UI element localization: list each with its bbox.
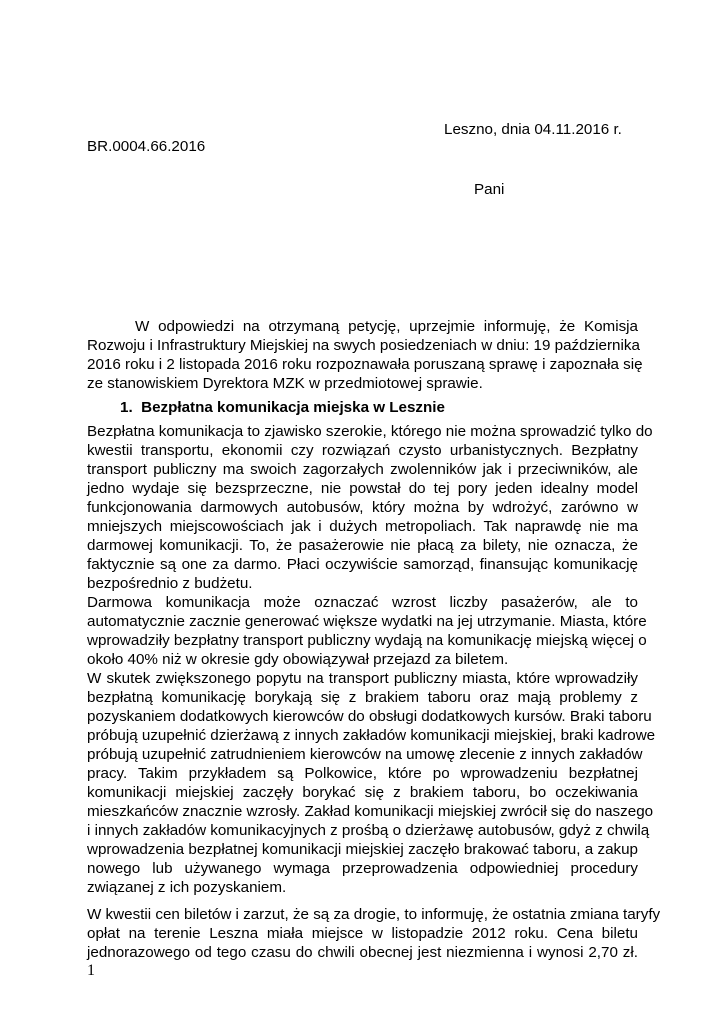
text-line: 2016 roku i 2 listopada 2016 roku rozpoznawała poruszaną sprawę i zapoznała się (87, 356, 643, 373)
text-line: nowego lub używanego wymaga przeprowadzenia odpowiedniej procedury (87, 860, 638, 877)
text-line: automatycznie zacznie generować większe wydatki na jej utrzymanie. Miasta, które (87, 613, 647, 630)
text-line: Rozwoju i Infrastruktury Miejskiej na swych posiedzeniach w dniu: 19 października (87, 337, 640, 354)
text-line: związanej z ich pozyskaniem. (87, 879, 287, 896)
text-line: wprowadzenia bezpłatnej komunikacji miejskiej zaczęło brakować taboru, a zakup (87, 841, 638, 858)
text-line: mieszkańców znacznie wzrosły. Zakład komunikacji miejskiej zwrócił się do naszego (87, 803, 654, 820)
text-line: próbują uzupełnić zatrudnieniem kierowców na umowę zlecenie z innych zakładów (87, 746, 643, 763)
text-line: ze stanowiskiem Dyrektora MZK w przedmiotowej sprawie. (87, 375, 483, 392)
text-line: kwestii transportu, ekonomii czy rozwiązań czysto urbanistycznych. Bezpłatny (87, 442, 638, 459)
recipient: Pani (474, 181, 505, 198)
text-line: i innych zakładów komunikacyjnych z prośbą o dzierżawę autobusów, gdyż z chwilą (87, 822, 650, 839)
text-line: opłat na terenie Leszna miała miejsce w listopadzie 2012 roku. Cena biletu (87, 925, 638, 942)
text-line: W odpowiedzi na otrzymaną petycję, uprzejmie informuję, że Komisja (135, 318, 638, 335)
text-line: Bezpłatna komunikacja to zjawisko szerokie, którego nie można sprowadzić tylko do (87, 423, 653, 440)
text-line: mniejszych miejscowościach jak i dużych metropoliach. Tak naprawdę nie ma (87, 518, 638, 535)
text-line: darmowej komunikacji. To, że pasażerowie nie płacą za bilety, nie oznacza, że (87, 537, 638, 554)
text-line: jedno wydaje się bezsprzeczne, nie powstał do tej pory jeden idealny model (87, 480, 638, 497)
text-line: około 40% niż w okresie gdy obowiązywał przejazd za biletem. (87, 651, 509, 668)
text-line: jednorazowego od tego czasu do chwili obecnej jest niezmienna i wynosi 2,70 zł. (87, 944, 638, 961)
text-line: transport publiczny ma swoich zagorzałych zwolenników jak i przeciwników, ale (87, 461, 638, 478)
text-line: komunikacji miejskiej zaczęły borykać się z brakiem taboru, bo oczekiwania (87, 784, 638, 801)
text-line: bezpłatną komunikację borykają się z brakiem taboru oraz mają problemy z (87, 689, 638, 706)
text-line: W skutek zwiększonego popytu na transport publiczny miasta, które wprowadziły (87, 670, 638, 687)
text-line: bezpośrednio z budżetu. (87, 575, 253, 592)
place-date: Leszno, dnia 04.11.2016 r. (444, 121, 622, 138)
text-line: funkcjonowania darmowych autobusów, który można by wdrożyć, zarówno w (87, 499, 638, 516)
text-line: W kwestii cen biletów i zarzut, że są za drogie, to informuję, że ostatnia zmiana taryfy (87, 906, 661, 923)
text-line: wprowadziły bezpłatny transport publiczny wydają na komunikację miejską więcej o (87, 632, 647, 649)
text-line: pracy. Takim przykładem są Polkowice, które po wprowadzeniu bezpłatnej (87, 765, 638, 782)
section-heading: 1. Bezpłatna komunikacja miejska w Lesznie (120, 399, 445, 416)
text-line: próbują uzupełnić dzierżawą z innych zakładów komunikacji miejskiej, braki kadrowe (87, 727, 656, 744)
text-line: faktycznie są one za darmo. Płaci oczywiście samorząd, finansując komunikację (87, 556, 638, 573)
reference-number: BR.0004.66.2016 (87, 138, 206, 155)
text-line: pozyskaniem dodatkowych kierowców do obsługi dodatkowych kursów. Braki taboru (87, 708, 652, 725)
text-line: Darmowa komunikacja może oznaczać wzrost liczby pasażerów, ale to (87, 594, 638, 611)
page-number: 1 (87, 962, 95, 979)
